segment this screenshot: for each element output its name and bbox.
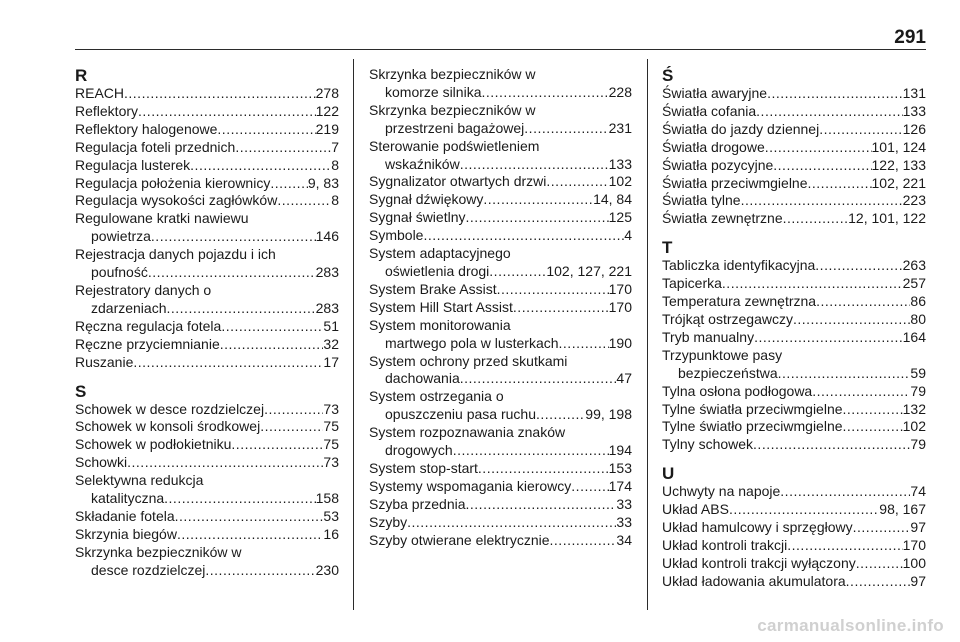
index-entry <box>662 537 926 555</box>
index-section <box>662 66 926 228</box>
index-entry <box>75 436 339 454</box>
leader-dots <box>235 139 331 157</box>
entry-page-ref[interactable]: 9, 83 <box>307 174 339 191</box>
entry-text: Schowek w konsoli środkowej <box>75 418 261 435</box>
entry-text: Układ kontroli trakcji wyłączony <box>662 554 856 571</box>
leader-dots <box>483 191 593 209</box>
entry-text: Układ ładowania akumulatora <box>662 572 846 589</box>
entry-text: System rozpoznawania znaków <box>369 424 566 441</box>
entry-text: System adaptacyjnego <box>369 245 511 262</box>
entry-text: REACH <box>75 85 125 101</box>
leader-dots <box>767 85 903 103</box>
entry-page-ref[interactable]: 33 <box>616 495 632 512</box>
column-divider <box>647 59 648 610</box>
index-entry <box>369 227 632 245</box>
entry-text: Światła przeciwmgielne <box>662 174 808 191</box>
entry-text: System monitorowania <box>369 316 511 333</box>
section-letter: R <box>75 66 88 85</box>
index-entry <box>75 210 339 246</box>
leader-dots <box>177 526 323 544</box>
index-entry <box>369 299 632 317</box>
leader-dots <box>853 519 911 537</box>
entry-page-ref[interactable]: 170 <box>608 280 632 297</box>
entry-text: Rejestratory danych o <box>75 281 212 298</box>
entry-page-ref[interactable]: 17 <box>323 353 339 370</box>
index-entry <box>75 472 339 508</box>
leader-dots <box>478 460 609 478</box>
index-entry <box>369 209 632 227</box>
index-section <box>662 464 926 590</box>
leader-dots <box>808 175 872 193</box>
entry-page-ref[interactable]: 230 <box>315 561 339 578</box>
index-column <box>662 66 926 591</box>
leader-dots <box>264 401 323 419</box>
entry-text: Regulacja foteli przednich <box>75 138 236 155</box>
entry-text: Składanie fotela <box>75 507 175 524</box>
entry-text: Układ ABS <box>662 501 729 518</box>
leader-dots <box>164 490 315 508</box>
leader-dots <box>846 573 911 591</box>
index-entry <box>75 354 339 372</box>
leader-dots <box>489 263 546 281</box>
entry-text: Regulacja wysokości zagłówków <box>75 192 278 209</box>
index-entry <box>369 353 632 389</box>
entry-text: Regulowane kratki nawiewu <box>75 210 249 227</box>
index-entry <box>75 139 339 157</box>
leader-dots <box>221 318 323 336</box>
entry-text: Tryb manualny <box>662 328 755 345</box>
entry-text: System Brake Assist <box>369 280 497 297</box>
entry-text: oświetlenia drogi <box>385 262 490 279</box>
entry-text: Ruszanie <box>75 353 134 370</box>
leader-dots <box>773 157 871 175</box>
entry-text: Tylny schowek <box>662 436 754 453</box>
entry-page-ref[interactable]: 133 <box>608 155 632 172</box>
leader-dots <box>793 311 910 329</box>
entry-text: Regulacja lusterek <box>75 156 191 173</box>
entry-page-ref[interactable]: 170 <box>902 536 926 553</box>
entry-page-ref[interactable]: 80 <box>910 310 926 327</box>
entry-page-ref[interactable]: 12, 101, 122 <box>848 210 926 227</box>
leader-dots <box>819 121 902 139</box>
index-section <box>75 66 339 372</box>
index-entry <box>75 526 339 544</box>
leader-dots <box>407 514 616 532</box>
entry-text: katalityczna <box>91 490 165 507</box>
entry-page-ref[interactable]: 97 <box>910 519 926 536</box>
index-entry <box>662 383 926 401</box>
entry-text: Szyba przednia <box>369 495 466 512</box>
entry-text: powietrza <box>91 228 151 245</box>
entry-text: Uchwyty na napoje <box>662 483 781 500</box>
leader-dots <box>220 336 324 354</box>
entry-text: Światła do jazdy dziennej <box>662 120 820 137</box>
leader-dots <box>815 257 902 275</box>
entry-page-ref[interactable]: 16 <box>323 525 339 542</box>
entry-page-ref[interactable]: 4 <box>624 227 632 244</box>
index-entry <box>75 401 339 419</box>
leader-dots <box>812 383 910 401</box>
index-entry <box>662 555 926 573</box>
entry-page-ref[interactable]: 231 <box>608 119 632 136</box>
entry-text: Ręczne przyciemnianie <box>75 335 220 352</box>
entry-text: Tylna osłona podłogowa <box>662 382 813 399</box>
index-entry <box>75 103 339 121</box>
entry-page-ref[interactable]: 86 <box>910 293 926 310</box>
entry-page-ref[interactable]: 101, 124 <box>871 138 926 155</box>
entry-page-ref[interactable]: 283 <box>315 299 339 316</box>
entry-page-ref[interactable]: 190 <box>608 334 632 351</box>
index-entry <box>662 311 926 329</box>
leader-dots <box>205 562 315 580</box>
leader-dots <box>722 275 903 293</box>
section-letter: U <box>662 464 675 484</box>
entry-page-ref[interactable]: 8 <box>331 156 339 173</box>
entry-text: Schowki <box>75 454 128 471</box>
section-letter: T <box>662 238 673 258</box>
entry-text: Systemy wspomagania kierowcy <box>369 477 572 494</box>
entry-text: Szyby otwierane elektrycznie <box>369 531 550 548</box>
entry-text: Światła tylne <box>662 192 741 209</box>
entry-text: Schowek w desce rozdzielczej <box>75 400 265 417</box>
index-section <box>369 66 632 549</box>
entry-text: Selektywna redukcja <box>75 472 204 489</box>
leader-dots <box>260 418 323 436</box>
leader-dots <box>753 436 910 454</box>
entry-text: zdarzeniach <box>91 299 167 316</box>
entry-text: Rejestracja danych pojazdu i ich <box>75 246 276 263</box>
index-entry <box>75 454 339 472</box>
leader-dots <box>481 84 608 102</box>
entry-text: dachowania <box>385 370 460 387</box>
header-rule <box>75 49 926 50</box>
index-entry <box>662 121 926 139</box>
index-entry <box>75 318 339 336</box>
index-entry <box>369 245 632 281</box>
entry-page-ref[interactable]: 8 <box>331 192 339 209</box>
entry-text: Reflektory <box>75 102 139 119</box>
leader-dots <box>460 370 617 388</box>
entry-text: wskaźników <box>385 155 460 172</box>
entry-text: opuszczeniu pasa ruchu <box>385 406 536 423</box>
entry-page-ref[interactable]: 125 <box>608 209 632 226</box>
index-entry <box>75 85 339 103</box>
index-entry <box>662 157 926 175</box>
leader-dots <box>423 227 624 245</box>
index-entry <box>369 388 632 424</box>
entry-page-ref[interactable]: 7 <box>331 138 339 155</box>
index-entry <box>662 418 926 436</box>
entry-page-ref[interactable]: 102, 127, 221 <box>546 262 632 279</box>
entry-page-ref[interactable]: 194 <box>608 442 632 459</box>
index-entry <box>662 519 926 537</box>
entry-page-ref[interactable]: 122 <box>315 102 339 119</box>
entry-page-ref[interactable]: 223 <box>902 192 926 209</box>
leader-dots <box>843 401 903 419</box>
index-entry <box>662 501 926 519</box>
entry-page-ref[interactable]: 34 <box>616 531 632 548</box>
leader-dots <box>550 532 617 550</box>
entry-text: przestrzeni bagażowej <box>385 119 525 136</box>
entry-text: Tapicerka <box>662 275 722 292</box>
entry-text: Układ kontroli trakcji <box>662 536 788 553</box>
entry-text: Sterowanie podświetleniem <box>369 137 540 154</box>
index-column <box>75 66 339 580</box>
entry-text: Sygnalizator otwartych drzwi <box>369 173 547 190</box>
leader-dots <box>133 354 323 372</box>
leader-dots <box>524 120 608 138</box>
entry-text: Tabliczka identyfikacyjna <box>662 257 816 274</box>
entry-page-ref[interactable]: 100 <box>902 554 926 571</box>
entry-page-ref[interactable]: 53 <box>323 507 339 524</box>
entry-text: Układ hamulcowy i sprzęgłowy <box>662 519 853 536</box>
index-entry <box>369 281 632 299</box>
index-entry <box>662 175 926 193</box>
entry-page-ref[interactable]: 74 <box>910 483 926 500</box>
index-entry <box>369 173 632 191</box>
index-entry <box>662 210 926 228</box>
leader-dots <box>783 210 849 228</box>
section-letter: S <box>75 381 87 401</box>
entry-page-ref[interactable]: 14, 84 <box>593 191 632 208</box>
entry-text: Temperatura zewnętrzna <box>662 293 817 310</box>
entry-page-ref[interactable]: 102 <box>902 418 926 435</box>
entry-page-ref[interactable]: 102, 221 <box>871 174 926 191</box>
leader-dots <box>270 175 308 193</box>
entry-page-ref[interactable]: 59 <box>910 364 926 381</box>
leader-dots <box>466 209 609 227</box>
entry-page-ref[interactable]: 32 <box>323 335 339 352</box>
entry-text: Symbole <box>369 227 424 244</box>
entry-page-ref[interactable]: 79 <box>910 436 926 453</box>
leader-dots <box>843 418 903 436</box>
entry-page-ref[interactable]: 278 <box>315 85 339 101</box>
index-entry <box>662 329 926 347</box>
index-entry <box>75 175 339 193</box>
entry-text: Światła zewnętrzne <box>662 210 783 227</box>
index-entry <box>369 138 632 174</box>
entry-page-ref[interactable]: 158 <box>315 490 339 507</box>
leader-dots <box>217 121 315 139</box>
entry-text: Sygnał dźwiękowy <box>369 191 484 208</box>
entry-text: desce rozdzielczej <box>91 561 206 578</box>
index-entry <box>75 282 339 318</box>
entry-page-ref[interactable]: 174 <box>608 477 632 494</box>
entry-page-ref[interactable]: 126 <box>902 120 926 137</box>
entry-page-ref[interactable]: 164 <box>902 328 926 345</box>
leader-dots <box>559 335 609 353</box>
index-entry <box>75 418 339 436</box>
leader-dots <box>780 483 910 501</box>
entry-text: Schowek w podłokietniku <box>75 436 232 453</box>
entry-text: Regulacja położenia kierownicy <box>75 174 271 191</box>
index-section <box>75 382 339 580</box>
entry-page-ref[interactable]: 219 <box>315 120 339 137</box>
entry-text: Skrzynka bezpieczników w <box>369 66 536 82</box>
leader-dots <box>453 442 609 460</box>
entry-page-ref[interactable]: 102 <box>608 173 632 190</box>
index-entry <box>75 121 339 139</box>
entry-page-ref[interactable]: 283 <box>315 264 339 281</box>
entry-text: komorze silnika <box>385 83 482 100</box>
index-entry <box>369 424 632 460</box>
index-entry <box>75 544 339 580</box>
leader-dots <box>741 192 903 210</box>
index-entry <box>662 483 926 501</box>
leader-dots <box>816 293 910 311</box>
index-entry <box>662 192 926 210</box>
leader-dots <box>124 85 316 103</box>
index-entry <box>662 347 926 383</box>
leader-dots <box>546 173 608 191</box>
entry-page-ref[interactable]: 153 <box>608 459 632 476</box>
leader-dots <box>856 555 903 573</box>
entry-text: Sygnał świetlny <box>369 209 466 226</box>
entry-page-ref[interactable]: 79 <box>910 382 926 399</box>
index-entry <box>75 157 339 175</box>
leader-dots <box>787 537 902 555</box>
index-entry <box>369 514 632 532</box>
index-entry <box>662 293 926 311</box>
leader-dots <box>127 454 323 472</box>
index-entry <box>662 436 926 454</box>
index-entry <box>75 246 339 282</box>
entry-text: Tylne światło przeciwmgielne <box>662 418 843 435</box>
leader-dots <box>231 436 323 454</box>
index-entry <box>369 102 632 138</box>
entry-page-ref[interactable]: 133 <box>902 102 926 119</box>
index-entry <box>369 317 632 353</box>
index-entry <box>369 460 632 478</box>
leader-dots <box>754 329 903 347</box>
entry-page-ref[interactable]: 97 <box>910 572 926 589</box>
entry-text: Światła awaryjne <box>662 85 768 101</box>
entry-text: Światła cofania <box>662 102 757 119</box>
entry-text: bezpieczeństwa <box>678 364 778 381</box>
index-entry <box>75 508 339 526</box>
index-section <box>662 238 926 454</box>
leader-dots <box>778 365 911 383</box>
entry-page-ref[interactable]: 146 <box>315 228 339 245</box>
leader-dots <box>277 192 331 210</box>
entry-text: Światła drogowe <box>662 138 765 155</box>
section-letter: Ś <box>662 66 674 85</box>
leader-dots <box>138 103 316 121</box>
leader-dots <box>756 103 902 121</box>
index-entry <box>369 532 632 550</box>
index-entry <box>75 336 339 354</box>
entry-text: drogowych <box>385 442 453 459</box>
leader-dots <box>175 508 324 526</box>
entry-text: Trójkąt ostrzegawczy <box>662 310 793 327</box>
index-entry <box>369 66 632 102</box>
entry-text: Skrzynka bezpieczników w <box>369 101 536 118</box>
leader-dots <box>513 299 609 317</box>
entry-page-ref[interactable]: 132 <box>902 400 926 417</box>
leader-dots <box>497 281 609 299</box>
index-entry <box>75 192 339 210</box>
index-entry <box>662 573 926 591</box>
entry-text: martwego pola w lusterkach <box>385 334 559 351</box>
index-entry <box>662 139 926 157</box>
entry-text: System Hill Start Assist <box>369 298 513 315</box>
entry-page-ref[interactable]: 131 <box>902 85 926 101</box>
entry-text: Ręczna regulacja fotela <box>75 317 222 334</box>
entry-text: Reflektory halogenowe <box>75 120 218 137</box>
column-divider <box>353 59 354 610</box>
leader-dots <box>190 157 331 175</box>
entry-page-ref[interactable]: 263 <box>902 257 926 274</box>
index-entry <box>662 257 926 275</box>
leader-dots <box>167 300 316 318</box>
index-entry <box>662 103 926 121</box>
entry-text: System ostrzegania o <box>369 388 504 405</box>
index-entry <box>662 85 926 103</box>
index-entry <box>369 191 632 209</box>
index-entry <box>662 401 926 419</box>
index-column <box>369 66 632 549</box>
entry-text: System stop-start <box>369 459 478 476</box>
leader-dots <box>765 139 872 157</box>
leader-dots <box>151 228 316 246</box>
entry-page-ref[interactable]: 51 <box>323 317 339 334</box>
index-entry <box>662 275 926 293</box>
leader-dots <box>729 501 879 519</box>
entry-text: System ochrony przed skutkami <box>369 352 568 369</box>
entry-page-ref[interactable]: 99, 198 <box>585 406 632 423</box>
leader-dots <box>536 406 585 424</box>
entry-text: Światła pozycyjne <box>662 156 774 173</box>
entry-text: Skrzynka bezpieczników w <box>75 543 242 560</box>
index-entry <box>369 478 632 496</box>
leader-dots <box>466 496 617 514</box>
entry-text: Skrzynia biegów <box>75 525 177 542</box>
entry-page-ref[interactable]: 170 <box>608 298 632 315</box>
entry-page-ref[interactable]: 33 <box>616 513 632 530</box>
entry-page-ref[interactable]: 75 <box>323 436 339 453</box>
entry-text: poufność <box>91 264 148 281</box>
entry-page-ref[interactable]: 47 <box>616 370 632 387</box>
entry-page-ref[interactable]: 122, 133 <box>871 156 926 173</box>
entry-page-ref[interactable]: 98, 167 <box>879 501 926 518</box>
leader-dots <box>148 264 316 282</box>
entry-text: Tylne światła przeciwmgielne <box>662 400 843 417</box>
entry-page-ref[interactable]: 75 <box>323 418 339 435</box>
entry-page-ref[interactable]: 73 <box>323 400 339 417</box>
leader-dots <box>571 478 608 496</box>
watermark: carmanualsonline.info <box>757 616 944 635</box>
page-number: 291 <box>894 27 926 48</box>
entry-text: Szyby <box>369 513 408 530</box>
entry-text: Trzypunktowe pasy <box>662 346 783 363</box>
entry-page-ref[interactable]: 228 <box>608 83 632 100</box>
leader-dots <box>460 156 609 174</box>
entry-page-ref[interactable]: 257 <box>902 275 926 292</box>
index-entry <box>369 496 632 514</box>
entry-page-ref[interactable]: 73 <box>323 454 339 471</box>
